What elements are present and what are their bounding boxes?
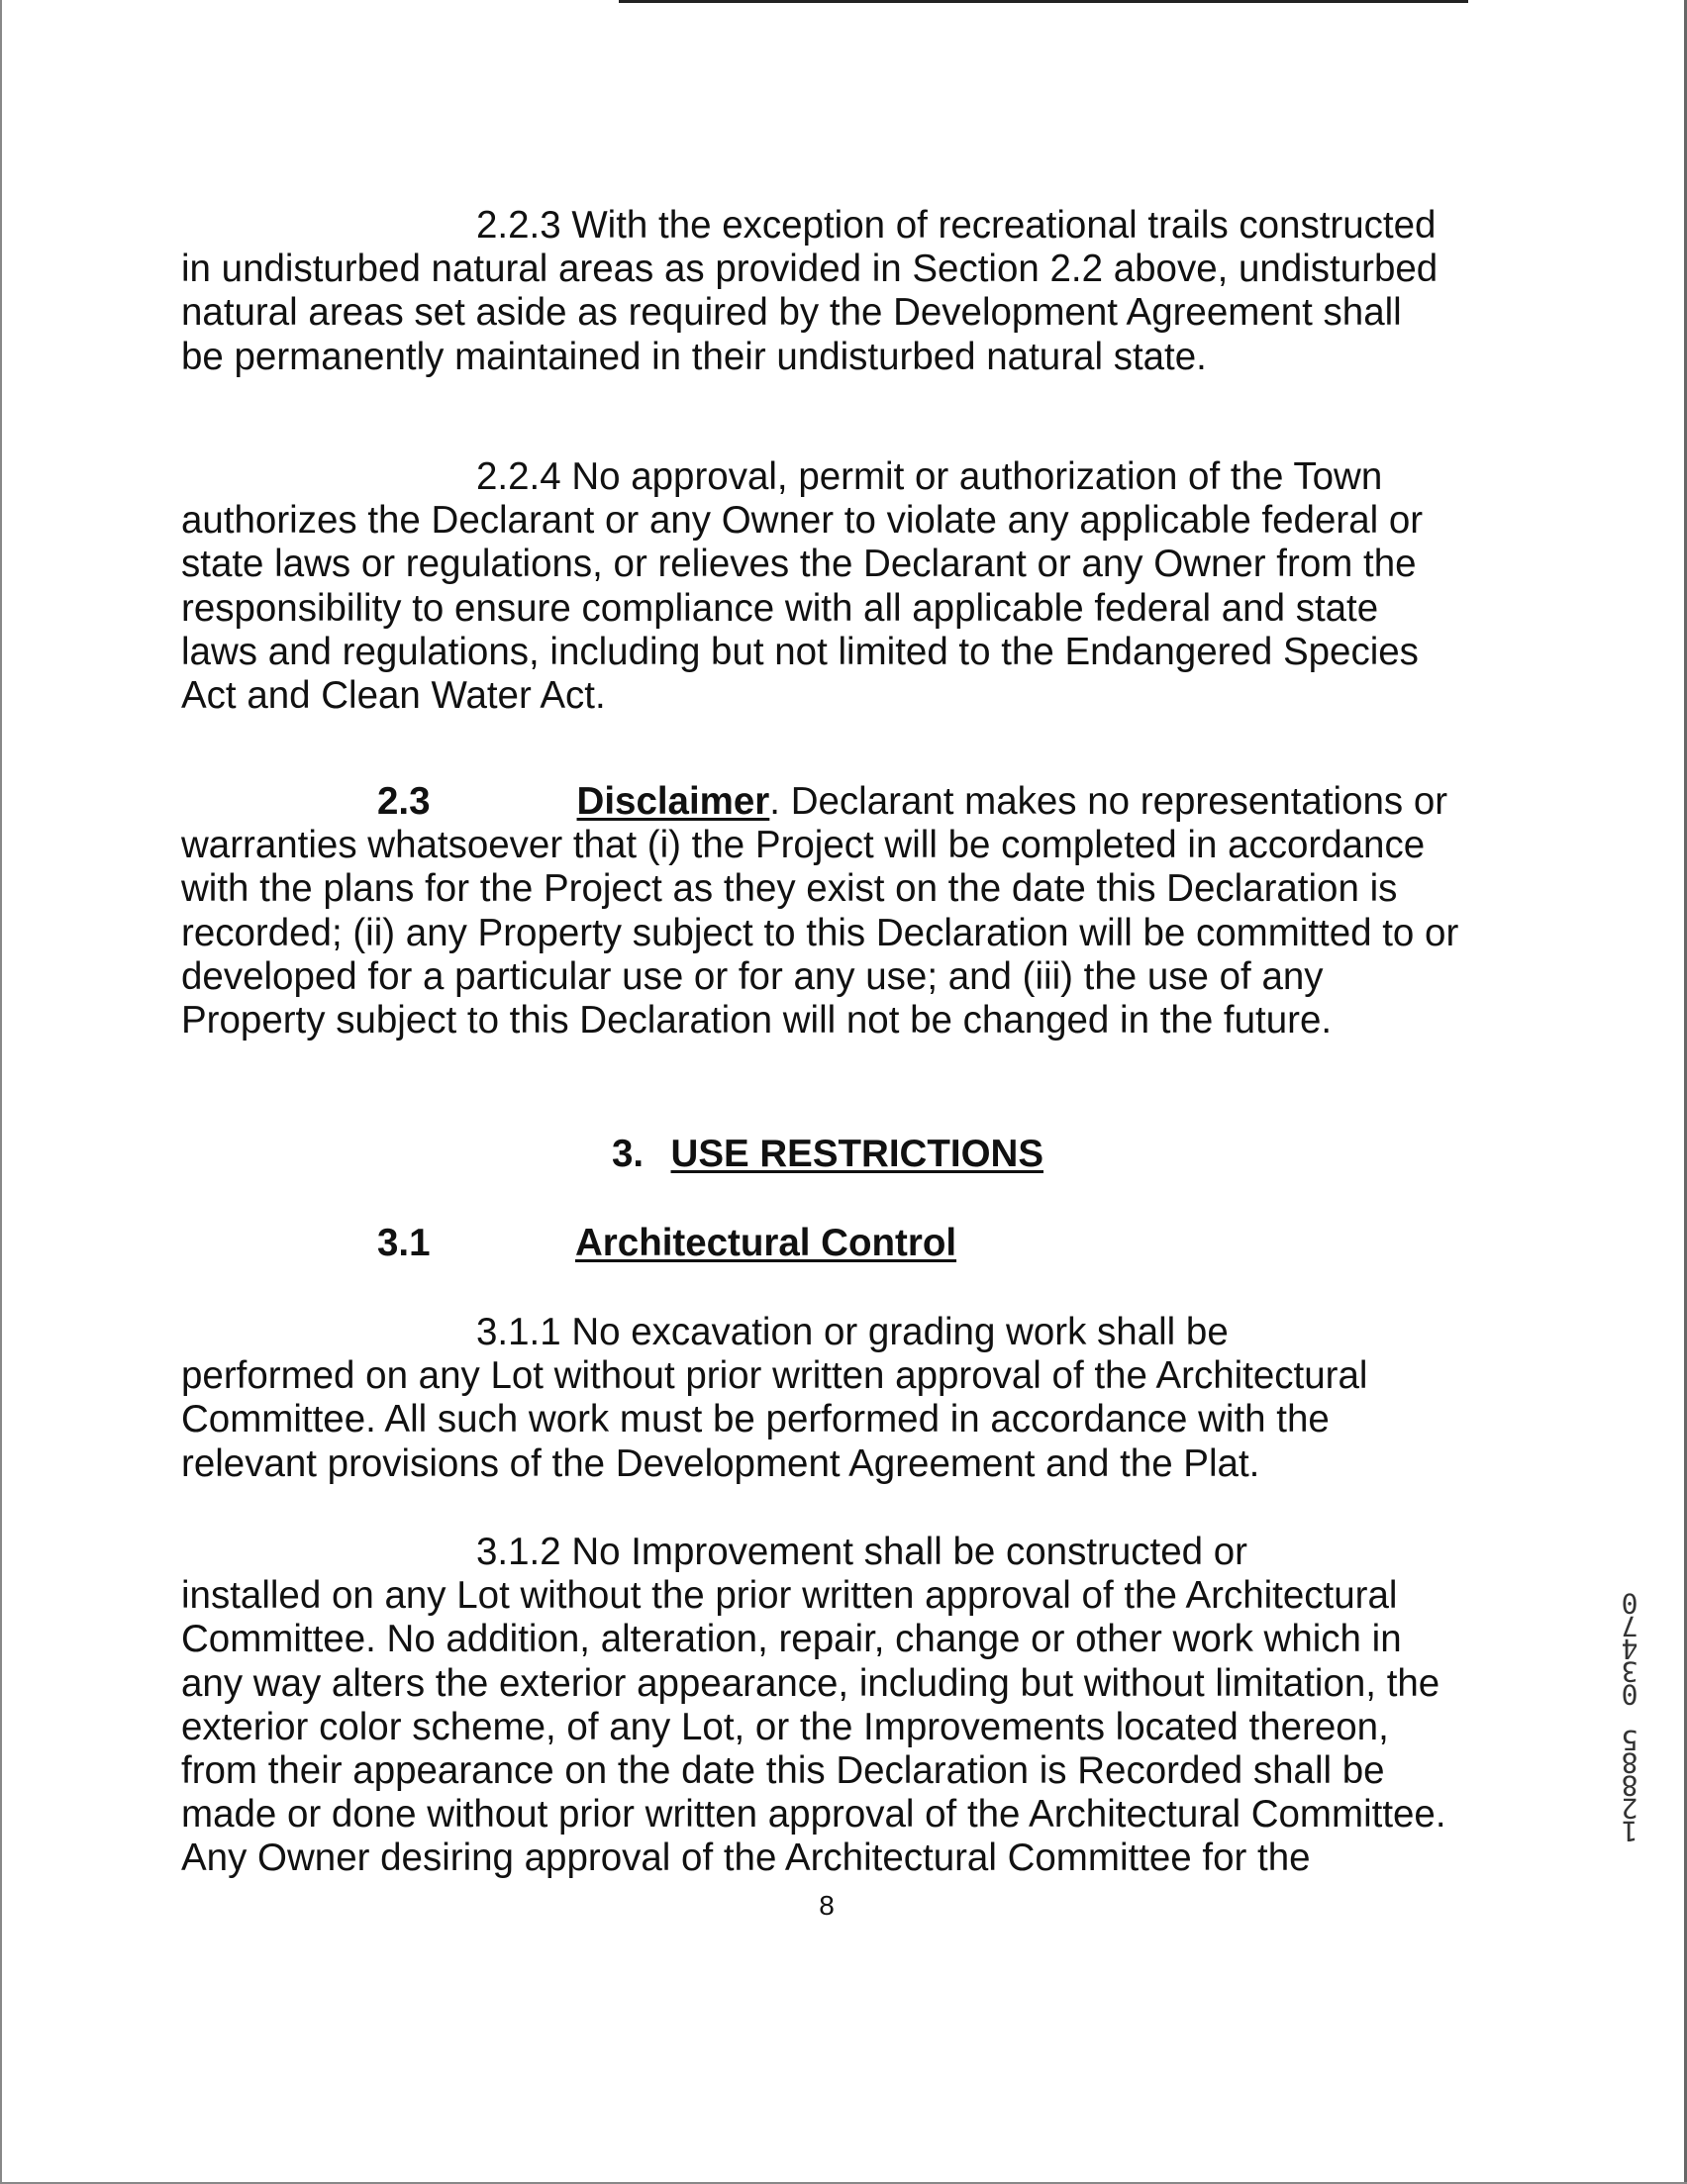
text-line: made or done without prior written approval of the Architectural Committee. xyxy=(181,1793,1446,1837)
text-fragment: . Declarant makes no representations or xyxy=(769,780,1448,823)
text-line: 2.2.4 No approval, permit or authorization of the Town xyxy=(476,455,1383,498)
section-number: 2.3 xyxy=(377,780,431,823)
paragraph-3-1-1 xyxy=(181,1311,1468,1486)
paragraph-3-1-2 xyxy=(181,1531,1468,1881)
section-title: USE RESTRICTIONS xyxy=(670,1133,1043,1175)
paragraph-2-3-disclaimer xyxy=(181,780,1468,1042)
text-line: performed on any Lot without prior written approval of the Architectural xyxy=(181,1354,1368,1398)
text-line: with the plans for the Project as they exist on the date this Declaration is xyxy=(181,867,1398,911)
text-line: installed on any Lot without the prior written approval of the Architectural xyxy=(181,1574,1398,1618)
left-scan-edge xyxy=(0,0,2,2184)
section-3-1-title: Architectural Control xyxy=(575,1222,957,1264)
text-line: warranties whatsoever that (i) the Project will be completed in accordance xyxy=(181,824,1426,867)
text-line: Any Owner desiring approval of the Architectural Committee for the xyxy=(181,1837,1311,1880)
text-line: exterior color scheme, of any Lot, or the Improvements located thereon, xyxy=(181,1705,1389,1748)
text-line: 2.2.3 With the exception of recreational trails constructed xyxy=(476,204,1437,247)
text-line xyxy=(181,780,1468,824)
text-line: relevant provisions of the Development Agreement and the Plat. xyxy=(181,1441,1260,1485)
text-line: state laws or regulations, or relieves the Declarant or any Owner from the xyxy=(181,543,1417,586)
text-line: Committee. No addition, alteration, repair, change or other work which in xyxy=(181,1618,1402,1661)
text-line: in undisturbed natural areas as provided in Section 2.2 above, undisturbed xyxy=(181,248,1439,291)
section-3-1-number: 3.1 xyxy=(377,1222,431,1264)
text-line: Property subject to this Declaration will not be changed in the future. xyxy=(181,999,1333,1042)
text-line: laws and regulations, including but not limited to the Endangered Species xyxy=(181,630,1419,673)
text-line: recorded; (ii) any Property subject to this Declaration will be committed to or xyxy=(181,911,1459,954)
page-number: 8 xyxy=(819,1890,835,1921)
section-3-heading xyxy=(612,1133,1043,1176)
text-line: from their appearance on the date this Declaration is Recorded shall be xyxy=(181,1749,1385,1793)
text-line: developed for a particular use or for any use; and (iii) the use of any xyxy=(181,954,1324,998)
text-line: any way alters the exterior appearance, including but without limitation, the xyxy=(181,1661,1440,1705)
section-title: Disclaimer xyxy=(576,780,770,823)
section-number: 3. xyxy=(612,1133,645,1175)
top-rule xyxy=(619,0,1468,3)
text-line: 3.1.2 No Improvement shall be constructed or xyxy=(476,1531,1247,1573)
text-line: authorizes the Declarant or any Owner to violate any applicable federal or xyxy=(181,499,1424,543)
text-line: natural areas set aside as required by the Development Agreement shall xyxy=(181,291,1402,335)
text-line: Act and Clean Water Act. xyxy=(181,674,606,718)
text-line: responsibility to ensure compliance with all applicable federal and state xyxy=(181,586,1379,630)
recording-stamp: 1 2 8 8 5 0 3 4 7 0 xyxy=(1621,1587,1638,1847)
text-line: 3.1.1 No excavation or grading work shall be xyxy=(476,1311,1229,1353)
paragraph-2-2-3 xyxy=(181,204,1468,379)
paragraph-2-2-4 xyxy=(181,455,1468,718)
text-line: Committee. All such work must be performed in accordance with the xyxy=(181,1398,1330,1441)
text-line: be permanently maintained in their undisturbed natural state. xyxy=(181,335,1207,378)
